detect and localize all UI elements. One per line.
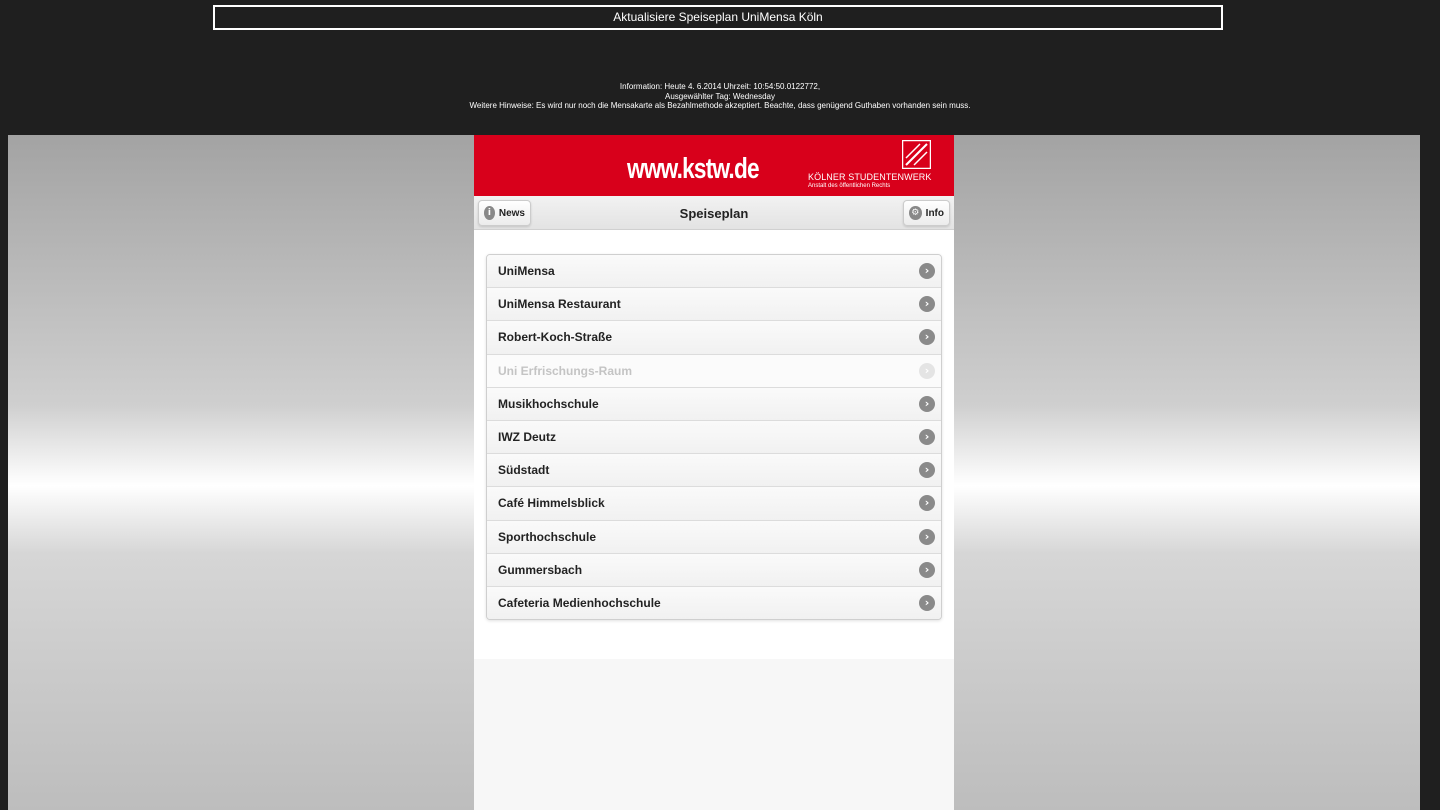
list-item-label: Café Himmelsblick <box>498 496 605 511</box>
chevron-right-icon: › <box>919 296 935 312</box>
list-item[interactable] <box>487 554 941 587</box>
list-item-label: UniMensa <box>498 264 555 278</box>
info-line-date: Information: Heute 4. 6.2014 Uhrzeit: 10:54:50.0122772, <box>619 82 821 91</box>
gear-icon: ⚙ <box>909 206 922 220</box>
list-item[interactable] <box>487 255 941 288</box>
chevron-right-icon: › <box>919 263 935 279</box>
list-item-label: Südstadt <box>498 463 550 478</box>
page-title: Speiseplan <box>679 206 749 221</box>
list-item-label: IWZ Deutz <box>498 429 556 444</box>
info-line-notes: Weitere Hinweise: Es wird nur noch die Mensakarte als Bezahlmethode akzeptiert. Beachte, dass genügend Guthaben vorhanden sein muss. <box>469 101 971 110</box>
list-item-label: Uni Erfrischungs-Raum <box>498 363 633 378</box>
banner-org-subtitle: Anstalt des öffentlichen Rechts <box>808 183 891 189</box>
list-item[interactable] <box>487 521 941 554</box>
mobile-app-frame <box>474 135 954 810</box>
list-item-label: Robert-Koch-Straße <box>498 330 613 345</box>
lower-background <box>474 659 954 810</box>
info-button-label: Info <box>925 207 944 219</box>
list-item[interactable] <box>487 587 941 619</box>
mensa-list <box>486 254 942 620</box>
info-line-day: Ausgewählter Tag: Wednesday <box>665 91 775 101</box>
update-menu-button[interactable]: Aktualisiere Speiseplan UniMensa Köln <box>213 5 1223 30</box>
web-view <box>8 135 1420 810</box>
info-icon: i <box>484 206 495 220</box>
list-item[interactable] <box>487 421 941 454</box>
list-item-label: UniMensa Restaurant <box>498 297 621 312</box>
list-item-label: Musikhochschule <box>498 396 599 411</box>
banner-url: www.kstw.de <box>627 153 759 185</box>
chevron-right-icon: › <box>919 363 935 379</box>
chevron-right-icon: › <box>919 462 935 478</box>
list-item[interactable] <box>487 487 941 520</box>
chevron-right-icon: › <box>919 329 935 345</box>
kstw-banner <box>474 135 954 196</box>
toolbar <box>474 196 954 230</box>
list-item[interactable] <box>487 321 941 354</box>
list-item-disabled <box>487 355 941 388</box>
list-item[interactable] <box>487 388 941 421</box>
news-button-label: News <box>498 207 525 219</box>
list-item[interactable] <box>487 288 941 321</box>
chevron-right-icon: › <box>919 595 935 611</box>
list-item[interactable] <box>487 454 941 487</box>
chevron-right-icon: › <box>919 562 935 578</box>
info-button[interactable] <box>903 200 950 226</box>
kstw-logo-icon <box>902 140 931 169</box>
list-item-label: Cafeteria Medienhochschule <box>498 595 661 610</box>
chevron-right-icon: › <box>919 495 935 511</box>
chevron-right-icon: › <box>919 396 935 412</box>
list-item-label: Sporthochschule <box>498 529 597 544</box>
list-item-label: Gummersbach <box>498 562 583 577</box>
chevron-right-icon: › <box>919 429 935 445</box>
banner-org-name: KÖLNER STUDENTENWERK <box>808 172 932 182</box>
info-text <box>0 82 1440 111</box>
chevron-right-icon: › <box>919 529 935 545</box>
